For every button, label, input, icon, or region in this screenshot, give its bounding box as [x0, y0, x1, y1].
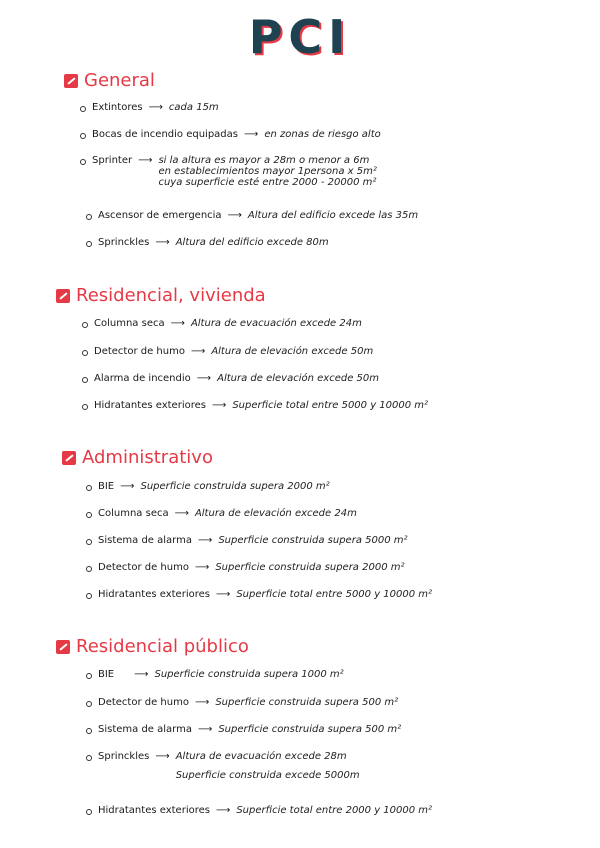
checkbox-icon	[62, 451, 76, 465]
item-label: Sistema de alarma	[98, 535, 192, 546]
bullet-icon	[82, 322, 88, 328]
bullet-icon	[86, 809, 92, 815]
item-label: Columna seca	[94, 318, 165, 329]
list-item	[86, 669, 344, 680]
item-desc: Altura de elevación excede 50m	[211, 346, 374, 357]
list-item	[86, 805, 432, 816]
item-label: Hidratantes exteriores	[98, 589, 210, 600]
checkbox-icon	[56, 289, 70, 303]
item-desc: Superficie construida supera 5000 m²	[218, 535, 408, 546]
item-desc-line: si la altura es mayor a 28m o menor a 6m	[158, 155, 370, 166]
list-item	[86, 697, 398, 708]
arrow-icon: ⟶	[138, 155, 153, 166]
arrow-icon: ⟶	[243, 129, 259, 140]
item-label: Sprinckles	[98, 237, 150, 248]
item-label: Ascensor de emergencia	[98, 210, 222, 221]
bullet-icon	[86, 673, 92, 679]
arrow-icon: ⟶	[190, 346, 206, 357]
arrow-icon: ⟶	[197, 724, 213, 735]
bullet-icon	[86, 593, 92, 599]
item-label: Detector de humo	[98, 562, 189, 573]
section-title: Administrativo	[82, 447, 213, 468]
arrow-icon: ⟶	[155, 237, 170, 248]
checkbox-icon	[64, 74, 78, 88]
item-label: Detector de humo	[98, 697, 189, 708]
list-item	[82, 400, 428, 411]
list-item	[86, 508, 357, 519]
item-desc: Altura de elevación excede 50m	[217, 373, 379, 384]
item-desc: Superficie construida supera 500 m²	[218, 724, 402, 735]
list-item	[82, 373, 379, 384]
item-desc: Superficie total entre 2000 y 10000 m²	[236, 805, 433, 816]
item-label: Extintores	[92, 102, 143, 113]
list-item	[82, 346, 373, 357]
arrow-icon: ⟶	[196, 373, 212, 384]
bullet-icon	[86, 485, 92, 491]
item-label: Hidratantes exteriores	[98, 805, 210, 816]
section-heading-residencial-publico	[56, 636, 249, 657]
list-item	[86, 237, 329, 248]
arrow-icon: ⟶	[174, 508, 189, 519]
item-label: BIE	[98, 481, 115, 492]
item-desc: Superficie total entre 5000 y 10000 m²	[232, 400, 429, 411]
list-item	[80, 155, 377, 188]
bullet-icon	[80, 159, 86, 165]
item-desc: cada 15m	[168, 102, 219, 113]
list-item	[86, 562, 405, 573]
item-desc-line: Altura de evacuación excede 28m	[175, 751, 347, 762]
section-title: General	[84, 70, 155, 91]
section-heading-administrativo	[62, 447, 213, 468]
section-title: Residencial público	[76, 636, 249, 657]
arrow-icon: ⟶	[194, 562, 210, 573]
item-desc-line: cuya superficie esté entre 2000 - 20000 m²	[158, 177, 377, 188]
arrow-icon: ⟶	[211, 400, 227, 411]
list-item	[80, 102, 219, 113]
arrow-icon: ⟶	[215, 589, 231, 600]
bullet-icon	[86, 566, 92, 572]
arrow-icon: ⟶	[120, 481, 135, 492]
bullet-icon	[80, 133, 86, 139]
item-label: Hidratantes exteriores	[94, 400, 206, 411]
item-label: Bocas de incendio equipadas	[92, 129, 238, 140]
bullet-icon	[86, 701, 92, 707]
checkbox-icon	[56, 640, 70, 654]
bullet-icon	[86, 512, 92, 518]
arrow-icon: ⟶	[134, 669, 149, 680]
item-label: Detector de humo	[94, 346, 185, 357]
arrow-icon: ⟶	[155, 751, 170, 762]
bullet-icon	[82, 404, 88, 410]
item-desc: Superficie construida supera 2000 m²	[140, 481, 330, 492]
arrow-icon: ⟶	[215, 805, 231, 816]
item-desc: Superficie total entre 5000 y 10000 m²	[236, 589, 433, 600]
list-item	[86, 751, 360, 781]
bullet-icon	[86, 539, 92, 545]
item-desc-line: en establecimientos mayor 1persona x 5m²	[158, 166, 377, 177]
list-item	[86, 481, 330, 492]
item-desc: Altura del edificio excede las 35m	[247, 210, 419, 221]
section-title: Residencial, vivienda	[76, 285, 266, 306]
list-item	[86, 589, 432, 600]
arrow-icon: ⟶	[148, 102, 163, 113]
item-label: Alarma de incendio	[94, 373, 191, 384]
item-label: Columna seca	[98, 508, 169, 519]
list-item	[80, 129, 381, 140]
item-label: Sprinckles	[98, 751, 150, 762]
arrow-icon: ⟶	[227, 210, 242, 221]
bullet-icon	[82, 377, 88, 383]
list-item	[86, 724, 401, 735]
item-label: Sistema de alarma	[98, 724, 192, 735]
item-desc: Superficie construida supera 500 m²	[215, 697, 399, 708]
bullet-icon	[80, 106, 86, 112]
item-desc: Superficie construida supera 2000 m²	[215, 562, 405, 573]
arrow-icon: ⟶	[197, 535, 213, 546]
arrow-icon: ⟶	[170, 318, 185, 329]
arrow-icon: ⟶	[194, 697, 210, 708]
item-desc: Altura de evacuación excede 24m	[190, 318, 362, 329]
section-heading-general	[64, 70, 155, 91]
bullet-icon	[86, 214, 92, 220]
bullet-icon	[86, 241, 92, 247]
item-label: BIE	[98, 669, 115, 680]
list-item	[86, 535, 408, 546]
page-title: PCI	[248, 10, 352, 64]
bullet-icon	[82, 350, 88, 356]
item-label: Sprinter	[92, 155, 133, 166]
bullet-icon	[86, 755, 92, 761]
item-desc: Altura del edificio excede 80m	[175, 237, 329, 248]
section-heading-residencial-vivienda	[56, 285, 266, 306]
bullet-icon	[86, 728, 92, 734]
item-desc: Superficie construida supera 1000 m²	[154, 669, 344, 680]
list-item	[82, 318, 362, 329]
item-desc: Altura de elevación excede 24m	[194, 508, 357, 519]
list-item	[86, 210, 418, 221]
item-desc-line: Superficie construida excede 5000m	[175, 770, 360, 781]
item-desc: en zonas de riesgo alto	[264, 129, 381, 140]
